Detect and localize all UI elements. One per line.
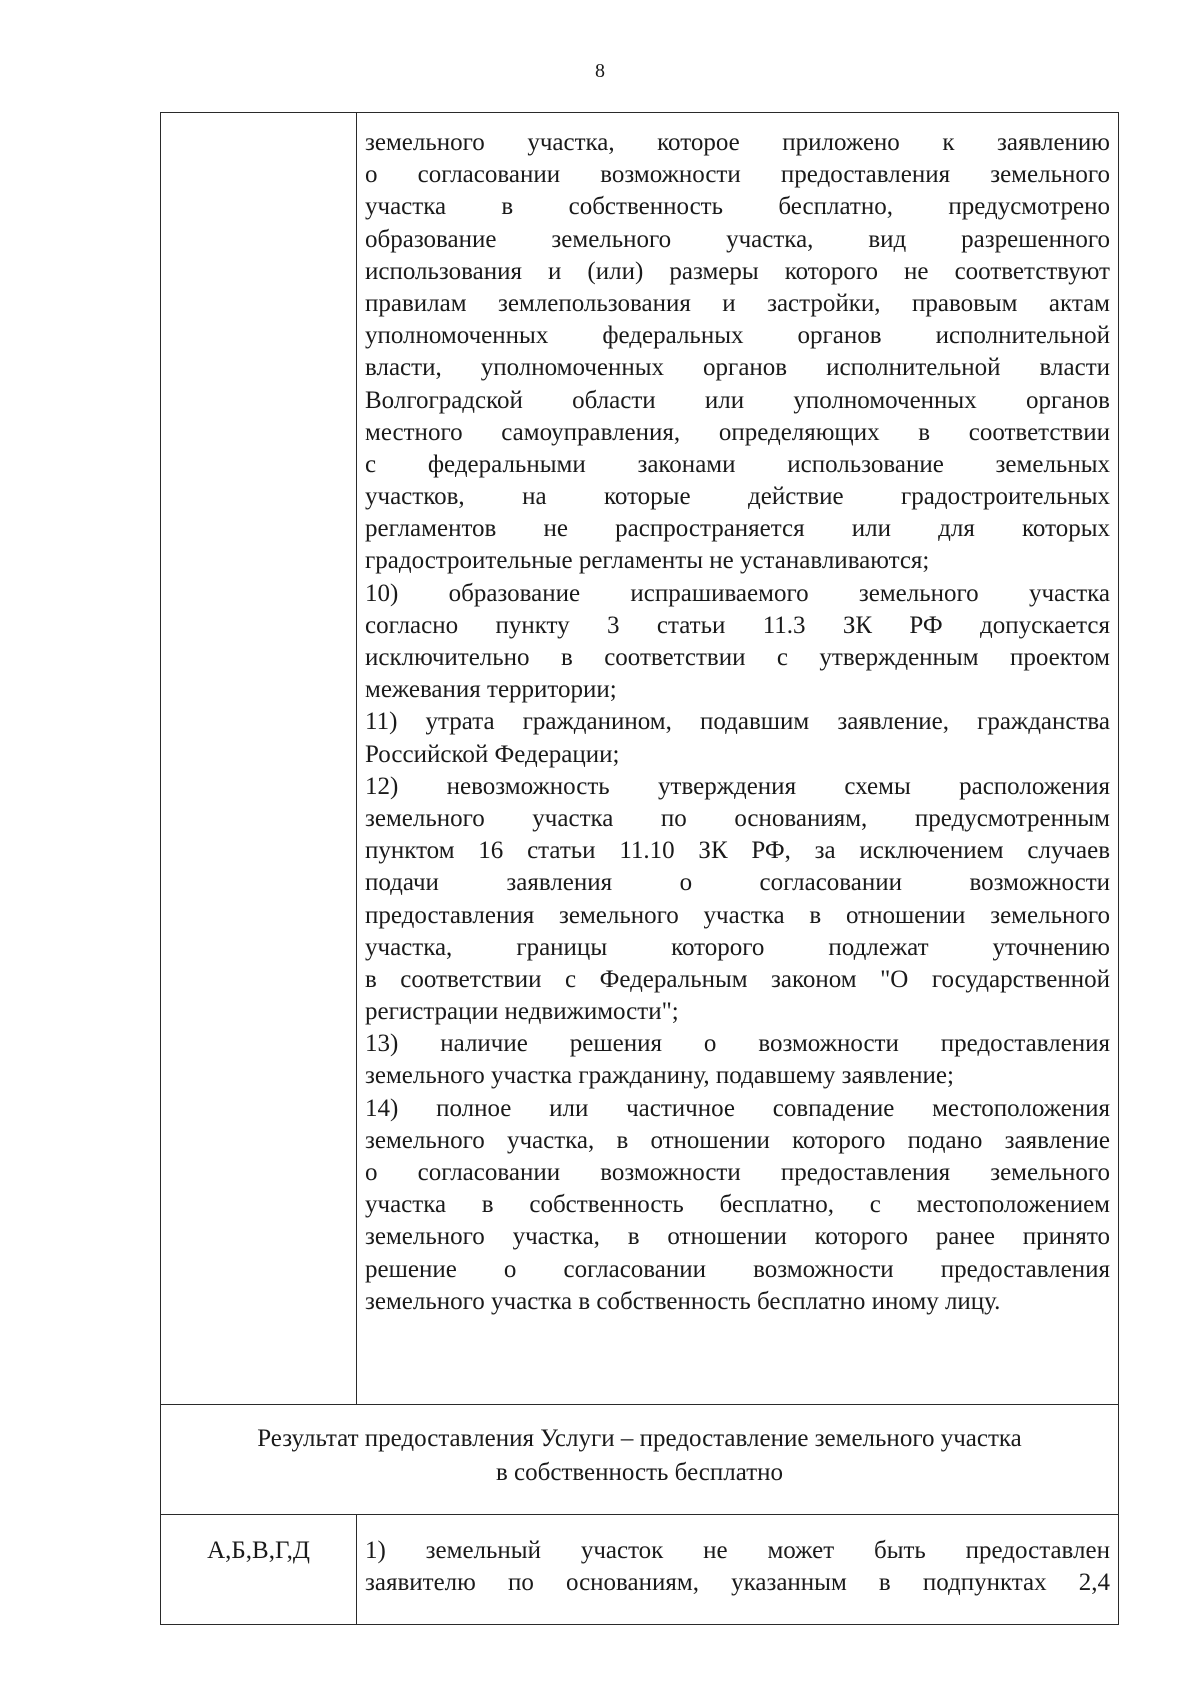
- section-heading-line: Результат предоставления Услуги – предоставление земельного участка: [257, 1425, 1022, 1452]
- text-line: 12) невозможность утверждения схемы расположения: [365, 772, 1110, 800]
- text-line: согласно пункту 3 статьи 11.3 ЗК РФ допускается: [365, 611, 1110, 639]
- section-heading: [161, 1405, 1118, 1490]
- text-line: пунктом 16 статьи 11.10 ЗК РФ, за исключением случаев: [365, 837, 1110, 865]
- text-line: 1) земельный участок не может быть предоставлен: [365, 1537, 1110, 1564]
- text-line: решение о согласовании возможности предоставления: [365, 1255, 1110, 1283]
- text-line: о согласовании возможности предоставления земельного: [365, 161, 1110, 189]
- text-line: земельного участка гражданину, подавшему заявление;: [365, 1062, 954, 1090]
- text-line: образование земельного участка, вид разрешенного: [365, 225, 1110, 253]
- text-line: регистрации недвижимости";: [365, 998, 679, 1026]
- text-line: с федеральными законами использование земельных: [365, 450, 1110, 478]
- text-line: градостроительные регламенты не устанавливаются;: [365, 547, 930, 575]
- table-row: [161, 113, 1119, 1405]
- text-line: исключительно в соответствии с утвержденным проектом: [365, 644, 1110, 671]
- criteria-text: [357, 1515, 1110, 1599]
- text-line: использования и (или) размеры которого не соответствуют: [365, 257, 1110, 285]
- text-line: подачи заявления о согласовании возможности: [365, 869, 1110, 897]
- text-line: участка, границы которого подлежат уточнению: [365, 933, 1110, 961]
- text-line: земельного участка, в отношении которого ранее принято: [365, 1223, 1110, 1251]
- text-line: заявителю по основаниям, указанным в подпунктах 2,4: [365, 1569, 1110, 1597]
- text-line: земельного участка по основаниям, предусмотренным: [365, 804, 1110, 832]
- page-number: 8: [595, 60, 605, 82]
- applicant-codes: А,Б,В,Г,Д: [207, 1537, 310, 1564]
- text-line: о согласовании возможности предоставления земельного: [365, 1159, 1110, 1186]
- criteria-cell: [357, 1515, 1119, 1625]
- table-row: [161, 1405, 1119, 1515]
- text-line: Российской Федерации;: [365, 740, 620, 768]
- section-heading-cell: [161, 1405, 1119, 1515]
- criteria-text: [357, 113, 1110, 1318]
- text-line: правилам землепользования и застройки, правовым актам: [365, 289, 1110, 317]
- text-line: 11) утрата гражданином, подавшим заявление, гражданства: [365, 708, 1110, 736]
- text-line: 10) образование испрашиваемого земельного участка: [365, 579, 1110, 607]
- text-line: уполномоченных федеральных органов исполнительной: [365, 322, 1110, 350]
- text-line: регламентов не распространяется или для которых: [365, 515, 1110, 543]
- section-heading-line: в собственность бесплатно: [495, 1459, 783, 1486]
- text-line: участка в собственность бесплатно, с местоположением: [365, 1191, 1110, 1219]
- text-line: участков, на которые действие градостроительных: [365, 483, 1110, 511]
- text-line: местного самоуправления, определяющих в соответствии: [365, 418, 1110, 446]
- text-line: предоставления земельного участка в отношении земельного: [365, 901, 1110, 929]
- text-line: власти, уполномоченных органов исполнительной власти: [365, 354, 1110, 382]
- conditions-table: [160, 112, 1119, 1625]
- text-line: 14) полное или частичное совпадение местоположения: [365, 1094, 1110, 1122]
- text-line: земельного участка, которое приложено к заявлению: [365, 129, 1110, 156]
- codes-cell-empty: [161, 113, 357, 1405]
- text-line: в соответствии с Федеральным законом "О государственной: [365, 965, 1110, 993]
- text-line: Волгоградской области или уполномоченных органов: [365, 386, 1110, 414]
- text-line: 13) наличие решения о возможности предоставления: [365, 1030, 1110, 1058]
- text-line: участка в собственность бесплатно, предусмотрено: [365, 193, 1110, 221]
- text-line: межевания территории;: [365, 676, 617, 704]
- criteria-cell: [357, 113, 1119, 1405]
- table-row: [161, 1515, 1119, 1625]
- codes-cell: [161, 1515, 357, 1625]
- text-line: земельного участка, в отношении которого подано заявление: [365, 1126, 1110, 1154]
- text-line: земельного участка в собственность бесплатно иному лицу.: [365, 1287, 1001, 1315]
